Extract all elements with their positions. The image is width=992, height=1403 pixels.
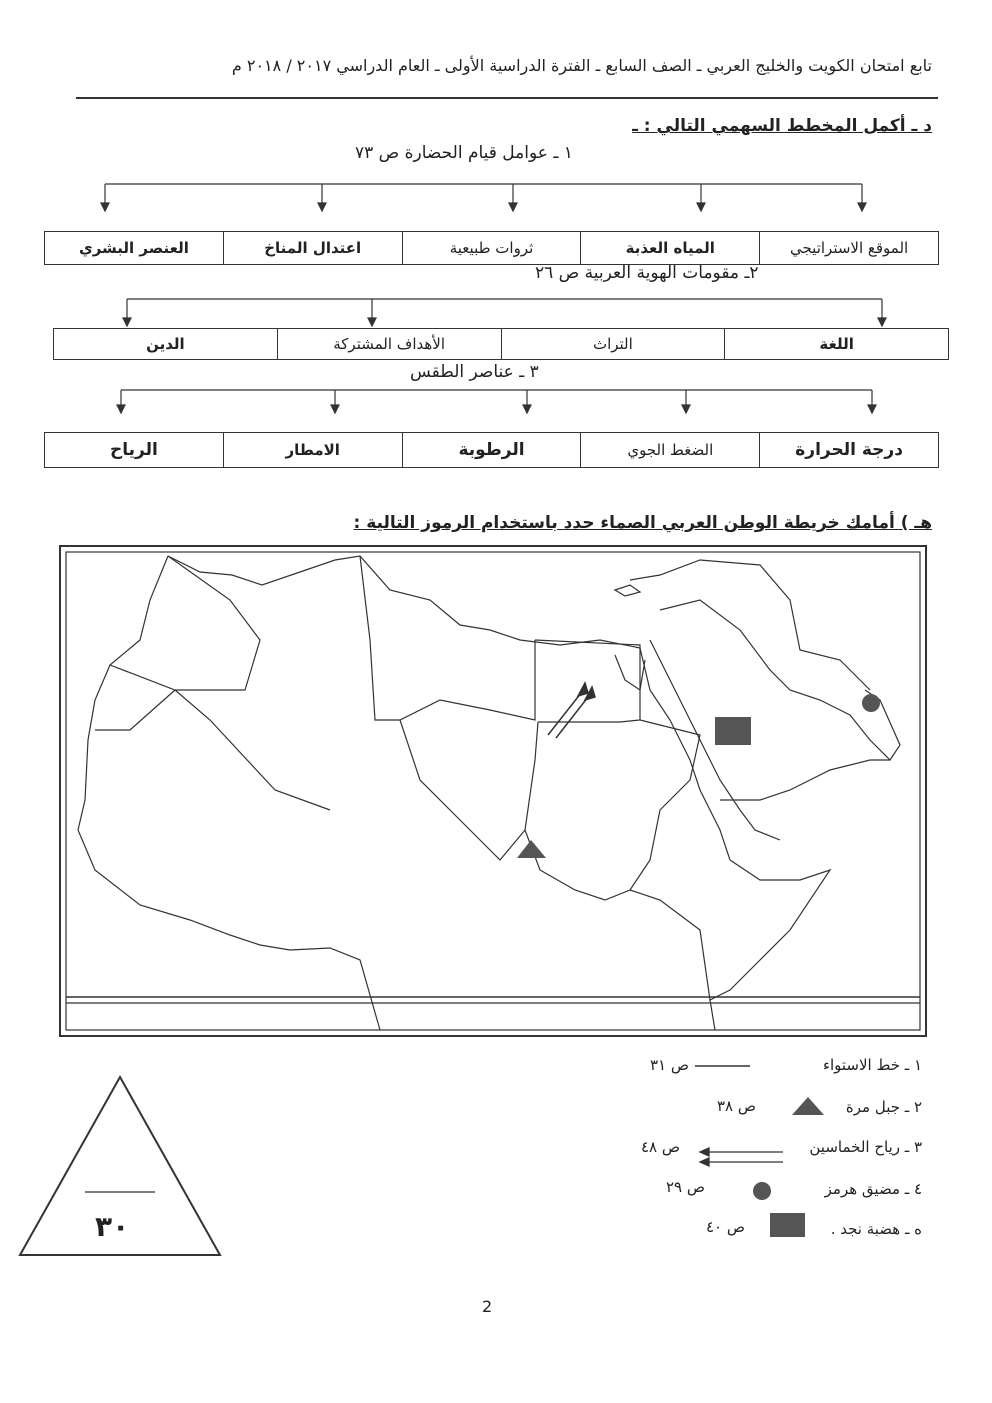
score-value: ٣٠ (95, 1210, 130, 1243)
red-sea-west (640, 648, 730, 860)
diagram-2-box: اللغة (724, 329, 948, 359)
diagram-3-title: ٣ ـ عناصر الطقس (410, 362, 539, 382)
legend-page-jebel-marra: ص ٣٨ (717, 1097, 757, 1115)
diagram-1-box: العنصر البشري (78, 239, 189, 257)
chad-border (400, 720, 525, 860)
page-number: 2 (482, 1297, 493, 1316)
legend-page-najd: ص ٤٠ (706, 1218, 746, 1236)
diagram-3-box: درجة الحرارة (759, 433, 938, 467)
legend-double-arrow-icon (700, 1148, 783, 1166)
hormuz-circle-icon (862, 694, 880, 712)
legend-page-khamasin: ص ٤٨ (641, 1138, 681, 1156)
legend-circle-icon (753, 1182, 771, 1200)
diagram-1-box: المياه العذبة (580, 232, 759, 264)
legend-page-equator: ص ٣١ (650, 1056, 690, 1074)
legend-page-hormuz: ص ٢٩ (666, 1178, 706, 1196)
cyprus (615, 585, 640, 596)
najd-plateau-square-icon (715, 717, 751, 745)
diagram-2-title: ٢ـ مقومات الهوية العربية ص ٢٦ (535, 263, 759, 283)
map-inner-frame (66, 552, 920, 1030)
diagram-1-title: ١ ـ عوامل قيام الحضارة ص ٧٣ (355, 143, 573, 163)
section-d-title: د ـ أكمل المخطط السهمي التالي : ـ (632, 116, 932, 136)
legend-item-jebel-marra: ٢ ـ جبل مرة (845, 1098, 922, 1116)
horn-of-africa (710, 860, 830, 1000)
diagram-3-box: الضغط الجوي (580, 433, 759, 467)
map-outer-frame (60, 546, 926, 1036)
legend-item-najd: ه ـ هضبة نجد . (830, 1220, 922, 1238)
diagram-2-box: الدين (146, 335, 185, 353)
jebel-marra-triangle-icon (517, 840, 546, 858)
legend-triangle-icon (792, 1097, 824, 1115)
libya-border (360, 556, 535, 720)
diagram-2-box: الأهداف المشتركة (277, 329, 501, 359)
legend-item-equator: ١ ـ خط الاستواء (822, 1056, 922, 1074)
diagram-1-box: اعتدال المناخ (223, 232, 402, 264)
diagram-3-box: الامطار (223, 433, 402, 467)
algeria-border (110, 556, 260, 690)
diagram-1-box: الموقع الاستراتيجي (759, 232, 938, 264)
legend-item-hormuz: ٤ ـ مضيق هرمز (824, 1180, 922, 1198)
exam-header: تابع امتحان الكويت والخليج العربي ـ الصف السابع ـ الفترة الدراسية الأولى ـ العام الدراسي ٢٠١٧ / ٢٠١٨ م (231, 56, 932, 75)
iraq-syria (630, 560, 870, 690)
khamasin-arrowhead-1 (578, 683, 588, 696)
sudan-border (525, 720, 700, 900)
east-africa-inland (630, 890, 715, 1030)
diagram-2-box: التراث (501, 329, 725, 359)
legend-item-khamasin: ٣ ـ رياح الخماسين (809, 1138, 922, 1156)
mauritania-border (95, 690, 330, 810)
section-h-title: هـ ) أمامك خريطة الوطن العربي الصماء حدد باستخدام الرموز التالية : (353, 513, 932, 533)
saudi-south (720, 760, 890, 800)
legend-square-icon (770, 1213, 805, 1237)
diagram-3-box: الرطوبة (402, 433, 581, 467)
arabia-border (660, 600, 900, 760)
egypt-border (535, 640, 640, 722)
north-africa-coast (168, 556, 640, 648)
diagram-1-box: ثروات طبيعية (402, 232, 581, 264)
morocco-coast (78, 556, 168, 830)
west-africa-coast (78, 830, 380, 1030)
diagram-3-box: الرياح (110, 440, 158, 460)
